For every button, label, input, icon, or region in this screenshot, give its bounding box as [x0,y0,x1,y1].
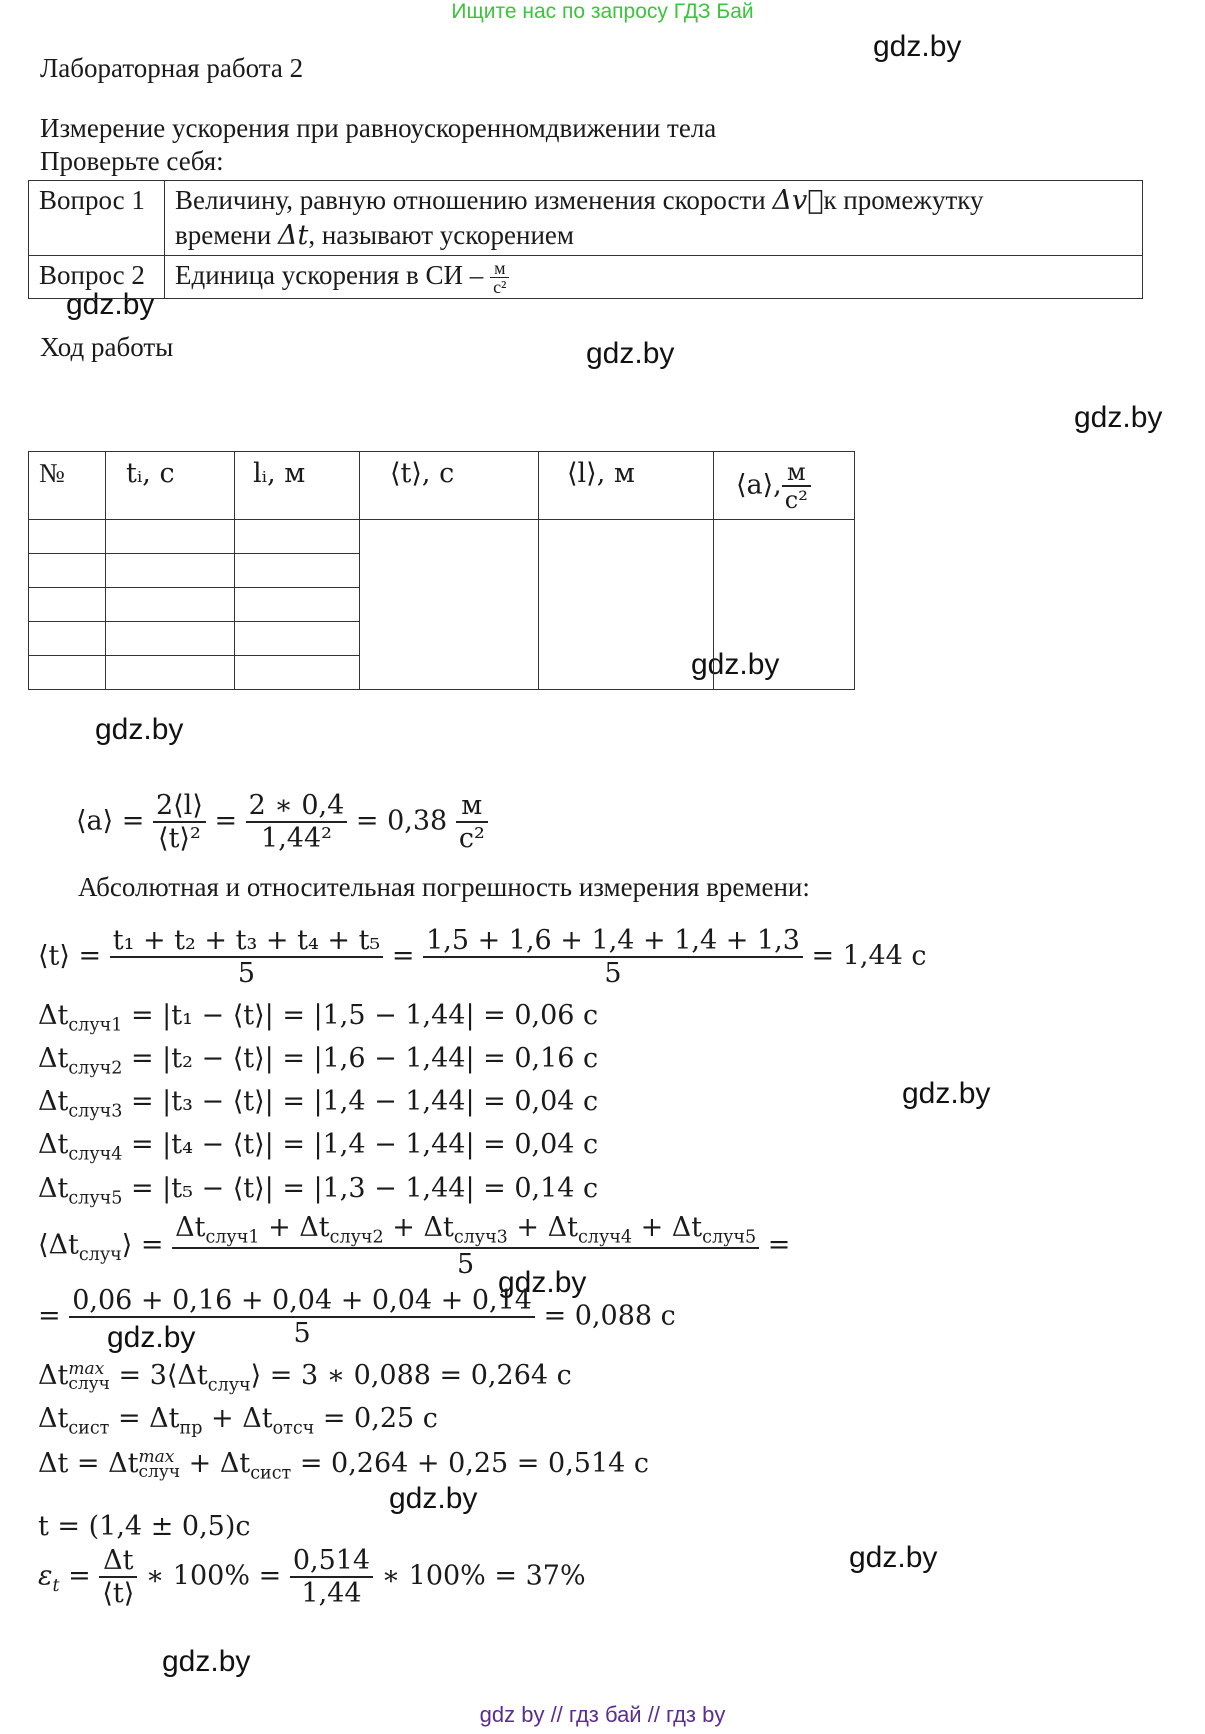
systematic-error-formula: $\Delta t_{сист} = \Delta t_{пр} + \Delta t_{отсч} = 0,25$ с [38,1403,438,1439]
question-row [29,181,1143,256]
topic-heading: Измерение ускорения при равноускоренномдвижении тела [40,113,717,143]
error-heading: Абсолютная и относительная погрешность измерения времени: [78,872,810,902]
measurement-table [28,451,855,690]
table-row [29,520,855,554]
col-header: lᵢ, м [235,452,360,520]
watermark: gdz.by [849,1541,938,1574]
random-error-line: $\Delta t_{случ4} = |t_4$ − ⟨t⟩| = |1,4 − 1,44| = 0,04 с [38,1129,599,1165]
watermark: gdz.by [498,1266,587,1299]
watermark: gdz.by [95,713,184,746]
search-banner[interactable]: Ищите нас по запросу ГДЗ Бай [451,0,754,23]
time-result: t = (1,4 ± 0,5)с [38,1511,251,1542]
question-answer: Единица ускорения в СИ – $\frac{м}{\text{с²}}$ [165,256,1143,299]
watermark: gdz.by [873,30,962,63]
col-header: ⟨l⟩, м [539,452,714,520]
question-row [29,256,1143,299]
watermark: gdz.by [691,648,780,681]
watermark: gdz.by [586,337,675,370]
col-header: tᵢ, с [106,452,235,520]
col-header: ⟨a⟩, $\frac{м}{\text{с²}}$ [714,452,855,520]
random-error-line: $\Delta t_{случ3} = |t_3$ − ⟨t⟩| = |1,4 − 1,44| = 0,04 с [38,1086,599,1122]
question-label: Вопрос 2 [29,256,165,299]
watermark: gdz.by [389,1482,478,1515]
table-header-row [29,452,855,520]
col-header: ⟨t⟩, с [360,452,539,520]
mean-random-formula: $⟨\Delta t_{случ}⟩$ = $\frac{\Delta t_{случ1} + \Delta t_{случ2} + \Delta t_{случ3} + \Delta t_{случ4} + \Delta t_{случ5}}{5}$ = [38,1212,791,1281]
question-label: Вопрос 1 [29,181,165,256]
watermark: gdz.by [1074,401,1163,434]
max-random-formula: Δt max случ = $3⟨\Delta t_{случ}⟩ = 3$ ∗ 0,088 = 0,264 с [38,1358,572,1396]
relative-error-formula: $\varepsilon_t$ = $\frac{\Delta t}{⟨t⟩}$ ∗ 100% = $\frac{0,514}{1,44}$ ∗ 100% = 37% [38,1545,586,1609]
random-error-line: $\Delta t_{случ1} = |t_1$ − ⟨t⟩| = |1,5 − 1,44| = 0,06 с [38,1000,599,1036]
watermark: gdz.by [66,288,155,321]
accel-formula: ⟨a⟩ = $\frac{2⟨l⟩}{\text{⟨t⟩²}}$ = $\frac{2 ∗ 0,4}{\text{1,44²}}$ = 0,38 $\frac{м}{\text{с²}}$ [76,790,488,854]
footer-links[interactable]: gdz by // гдз бай // гдз by [479,1702,726,1727]
mean-time-formula: ⟨t⟩ = $\frac{\text{t₁ + t₂ + t₃ + t₄ + t₅}}{5}$ = $\frac{1,5 + 1,6 + 1,4 + 1,4 + 1,3}{5}$ = 1,44 с [38,925,927,989]
watermark: gdz.by [107,1321,196,1354]
workflow-heading: Ход работы [40,332,174,362]
total-error-formula: Δt = Δt max случ + $\Delta t_{сист} = 0,264 + 0,25 = 0,514$ с [38,1446,650,1484]
question-answer: Величину, равную отношению изменения скорости Δv⃗к промежутку времени Δt, называют ускорением [165,181,1143,256]
random-error-line: $\Delta t_{случ2} = |t_2$ − ⟨t⟩| = |1,6 − 1,44| = 0,16 с [38,1043,599,1079]
page-title: Лабораторная работа 2 [40,53,304,83]
col-header: № [29,452,106,520]
watermark: gdz.by [162,1645,251,1678]
check-heading: Проверьте себя: [40,146,224,176]
watermark: gdz.by [902,1077,991,1110]
random-error-line: $\Delta t_{случ5} = |t_5$ − ⟨t⟩| = |1,3 − 1,44| = 0,14 с [38,1173,599,1209]
mean-random-value: = $\frac{0,06 + 0,16 + 0,04 + 0,04 + 0,14}{5}$ = 0,088 с [38,1285,676,1349]
questions-table [28,180,1143,299]
